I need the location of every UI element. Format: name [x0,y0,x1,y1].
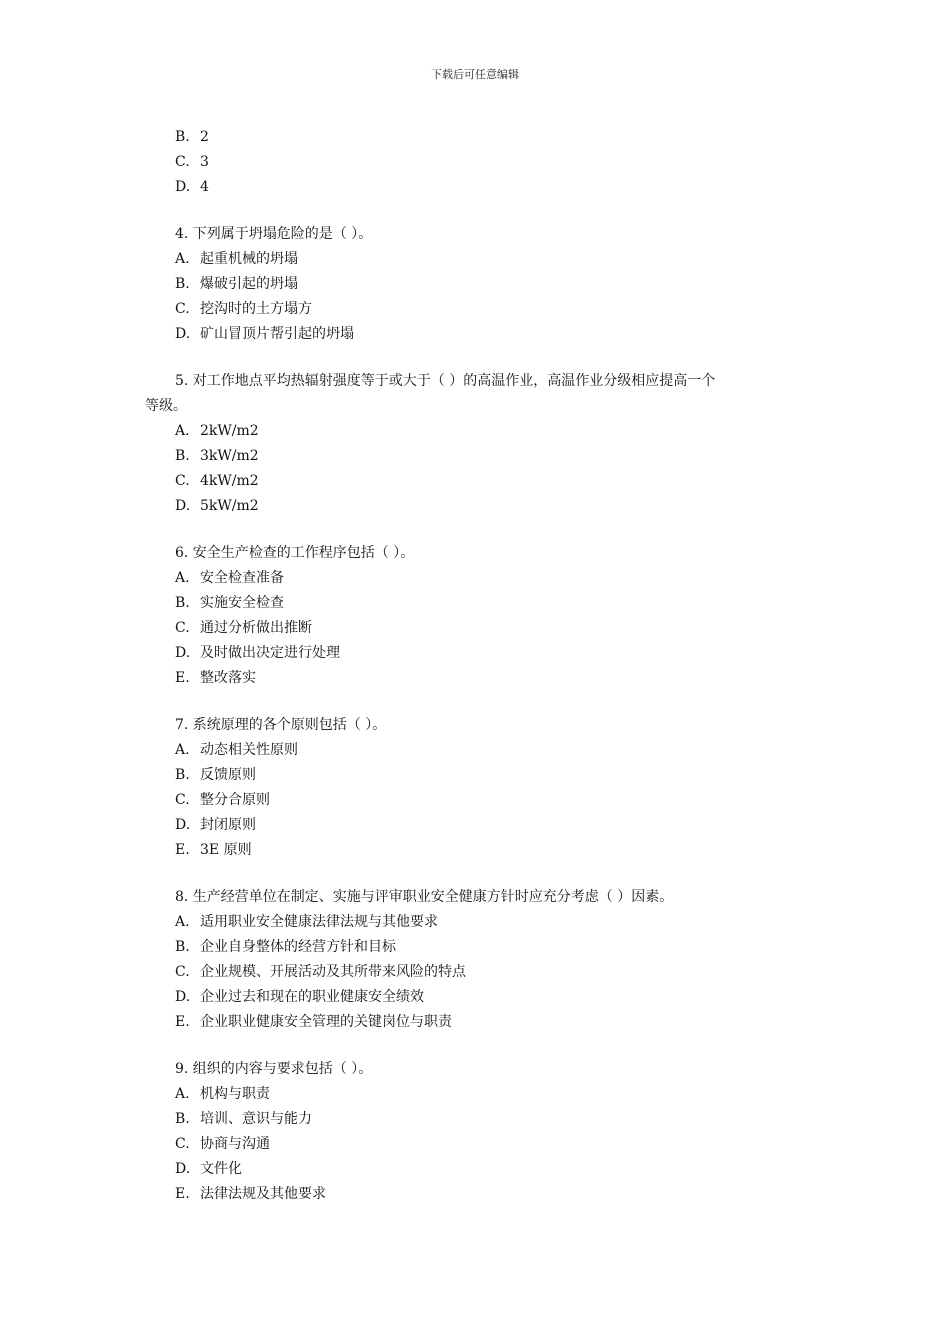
option-b: B. 实施安全检查 [175,595,284,611]
option-d: D. 企业过去和现在的职业健康安全绩效 [175,989,424,1005]
question-stem: 7. 系统原理的各个原则包括（ ）。 [175,717,387,733]
option-c: C. 整分合原则 [175,792,270,808]
option-e: E. 企业职业健康安全管理的关键岗位与职责 [175,1014,452,1030]
option-c: C. 协商与沟通 [175,1136,270,1152]
option-e: E. 整改落实 [175,670,256,686]
document-body [145,125,825,1207]
question-stem: 9. 组织的内容与要求包括（ ）。 [175,1061,373,1077]
option-b: B. 爆破引起的坍塌 [175,276,298,292]
question-5 [145,369,825,519]
option-c: C. 挖沟时的土方塌方 [175,301,312,317]
option-d: D. 文件化 [175,1161,242,1177]
question-stem: 5. 对工作地点平均热辐射强度等于或大于（ ）的高温作业，高温作业分级相应提高一个 [175,373,716,389]
option-c: C. 企业规模、开展活动及其所带来风险的特点 [175,964,466,980]
option-d: D. 封闭原则 [175,817,256,833]
option-a: A. 动态相关性原则 [175,742,298,758]
question-9 [145,1057,825,1207]
option-d: D. 5kW/m2 [175,498,259,514]
option-c: C. 4kW/m2 [175,473,259,489]
question-6 [145,541,825,691]
option-d: D. 矿山冒顶片帮引起的坍塌 [175,326,354,342]
question-7 [145,713,825,863]
option-a: A. 适用职业安全健康法律法规与其他要求 [175,914,438,930]
question-stem-continued: 等级。 [145,398,187,414]
option-b: B. 2 [175,129,209,145]
option-e: E. 3E 原则 [175,842,252,858]
option-e: E. 法律法规及其他要求 [175,1186,326,1202]
option-a: A. 机构与职责 [175,1086,270,1102]
option-a: A. 起重机械的坍塌 [175,251,298,267]
option-b: B. 企业自身整体的经营方针和目标 [175,939,396,955]
option-a: A. 2kW/m2 [175,423,259,439]
option-c: C. 3 [175,154,209,170]
page-header: 下载后可任意编辑 [431,68,519,81]
question-8 [145,885,825,1035]
prev-question-options [145,125,825,200]
option-b: B. 反馈原则 [175,767,256,783]
question-4 [145,222,825,347]
option-d: D. 4 [175,179,209,195]
option-c: C. 通过分析做出推断 [175,620,312,636]
question-stem: 6. 安全生产检查的工作程序包括（ ）。 [175,545,415,561]
option-b: B. 3kW/m2 [175,448,259,464]
option-b: B. 培训、意识与能力 [175,1111,312,1127]
question-stem: 8. 生产经营单位在制定、实施与评审职业安全健康方针时应充分考虑（ ）因素。 [175,889,674,905]
option-a: A. 安全检查准备 [175,570,284,586]
option-d: D. 及时做出决定进行处理 [175,645,340,661]
question-stem: 4. 下列属于坍塌危险的是（ ）。 [175,226,373,242]
